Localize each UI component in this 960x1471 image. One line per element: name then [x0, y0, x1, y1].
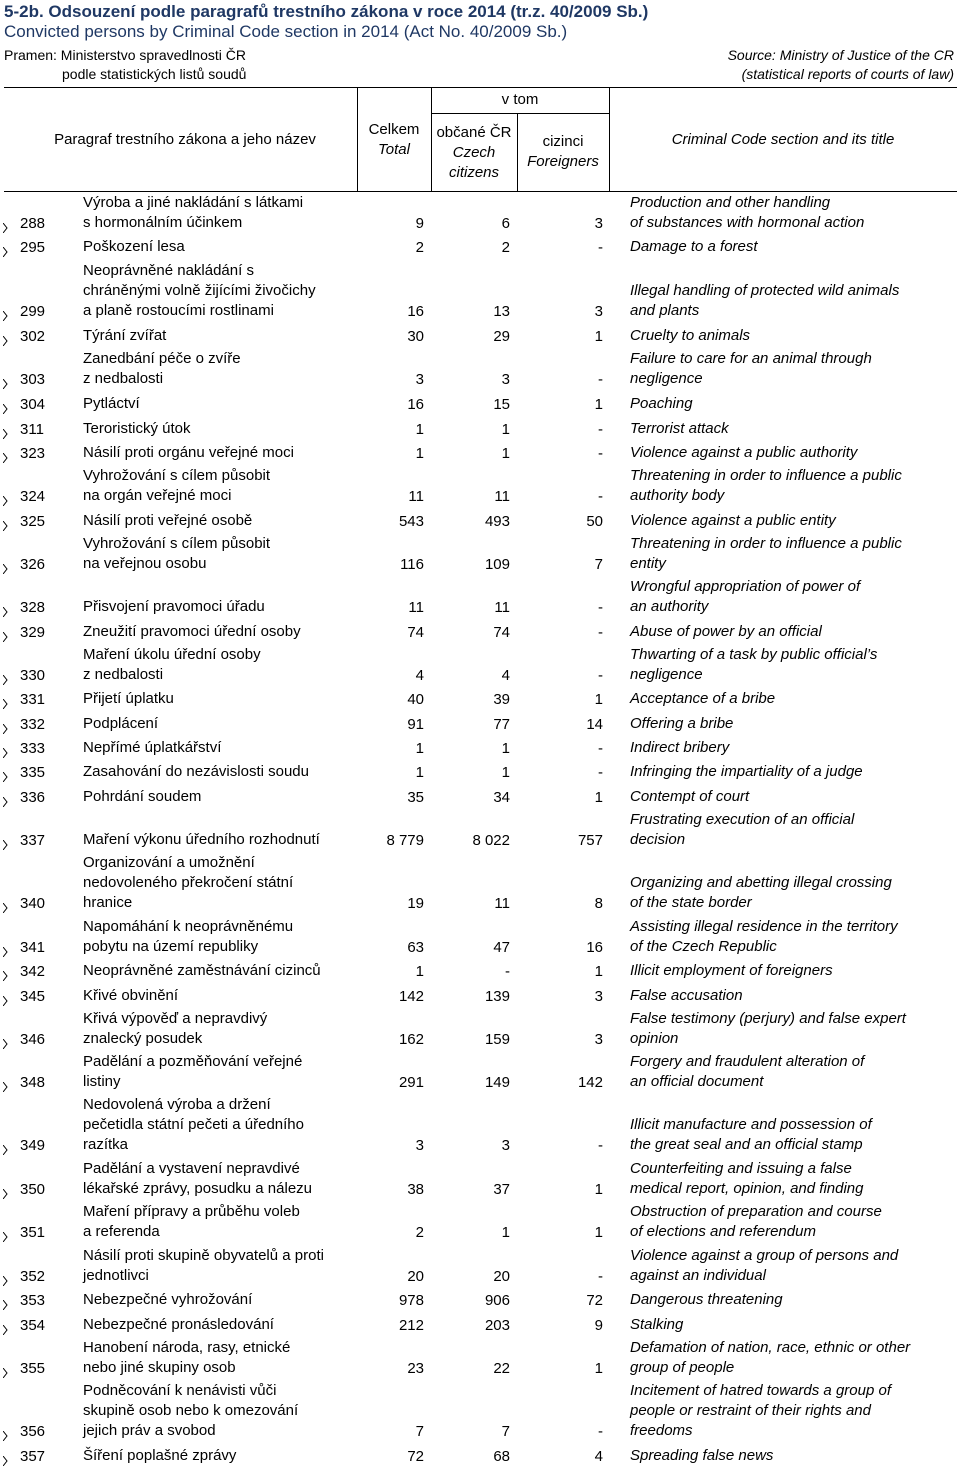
value-total: 91: [407, 716, 424, 733]
value-foreigners: -: [598, 1423, 603, 1440]
section-name-en: Violence against a public entity: [630, 512, 836, 529]
col-header-citizens-en1: Czech: [452, 144, 496, 161]
value-total: 30: [407, 328, 424, 345]
value-citizens: 13: [493, 303, 510, 320]
value-citizens: 37: [493, 1181, 510, 1198]
section-number: 350: [20, 1181, 46, 1198]
section-name-en: Spreading false news: [630, 1447, 774, 1464]
section-name-en: Counterfeiting and issuing a false medical report, opinion, and finding: [630, 1160, 864, 1197]
source-cz-line1: Pramen: Ministerstvo spravedlnosti ČR: [4, 47, 246, 63]
value-foreigners: -: [598, 740, 603, 757]
col-header-of-which: v tom: [501, 91, 539, 108]
section-name-en: Poaching: [630, 395, 693, 412]
section-number: 311: [20, 421, 44, 438]
value-citizens: 6: [501, 215, 510, 232]
section-number: 354: [20, 1317, 46, 1334]
value-citizens: 29: [493, 328, 510, 345]
section-name-cz: Teroristický útok: [83, 420, 191, 437]
section-number: 330: [20, 667, 46, 684]
section-number: 352: [20, 1268, 46, 1285]
value-total: 35: [407, 789, 424, 806]
section-name-en: Abuse of power by an official: [630, 623, 822, 640]
section-name-en: Thwarting of a task by public official’s negligence: [630, 646, 878, 683]
section-name-cz: Neoprávněné nakládání s chráněnými volně žijícími živočichy a planě rostoucími rostlinami: [83, 262, 316, 319]
section-number: 323: [20, 445, 46, 462]
section-number: 355: [20, 1360, 46, 1377]
value-foreigners: 1: [594, 328, 603, 345]
value-foreigners: 1: [594, 396, 603, 413]
section-number: 303: [20, 371, 46, 388]
value-citizens: 1: [501, 421, 510, 438]
section-name-cz: Padělání a pozměňování veřejné listiny: [83, 1053, 303, 1090]
value-foreigners: -: [598, 239, 603, 256]
value-total: 40: [407, 691, 424, 708]
section-number: 336: [20, 789, 46, 806]
section-name-cz: Nebezpečné vyhrožování: [83, 1291, 253, 1308]
value-foreigners: -: [598, 624, 603, 641]
value-total: 1: [415, 963, 424, 980]
value-foreigners: 757: [577, 832, 603, 849]
section-number: 288: [20, 215, 46, 232]
value-total: 2: [415, 1224, 424, 1241]
value-citizens: -: [505, 963, 510, 980]
section-number: 328: [20, 599, 46, 616]
section-name-en: Offering a bribe: [630, 715, 734, 732]
value-total: 291: [398, 1074, 424, 1091]
value-foreigners: 7: [594, 556, 603, 573]
value-total: 162: [398, 1031, 424, 1048]
section-name-cz: Nepřímé úplatkářství: [83, 739, 222, 756]
value-citizens: 15: [493, 396, 510, 413]
value-total: 116: [400, 556, 424, 573]
value-total: 2: [415, 239, 424, 256]
section-number: 348: [20, 1074, 46, 1091]
section-name-cz: Násilí proti orgánu veřejné moci: [83, 444, 294, 461]
value-citizens: 139: [484, 988, 510, 1005]
source-cz-line2: podle statistických listů soudů: [62, 66, 247, 82]
section-name-en: Acceptance of a bribe: [630, 690, 776, 707]
section-name-cz: Zneužití pravomoci úřední osoby: [83, 623, 301, 640]
section-name-en: Terrorist attack: [630, 420, 729, 437]
page-title: 5-2b. Odsouzení podle paragrafů trestního zákona v roce 2014 (tr.z. 40/2009 Sb.): [4, 2, 649, 21]
value-total: 3: [415, 371, 424, 388]
section-name-en: Infringing the impartiality of a judge: [630, 763, 863, 780]
section-name-en: Cruelty to animals: [630, 327, 751, 344]
section-name-cz: Přisvojení pravomoci úřadu: [83, 598, 265, 615]
section-name-cz: Křivá výpověď a nepravdivý znalecký posudek: [83, 1010, 268, 1047]
value-foreigners: -: [598, 1137, 603, 1154]
value-citizens: 8 022: [472, 832, 510, 849]
section-name-en: Organizing and abetting illegal crossing of the state border: [630, 874, 892, 911]
section-number: 325: [20, 513, 46, 530]
value-total: 7: [415, 1423, 424, 1440]
section-name-en: Illicit employment of foreigners: [630, 962, 833, 979]
section-name-cz: Napomáhání k neoprávněnému pobytu na území republiky: [83, 918, 294, 955]
value-foreigners: 9: [594, 1317, 603, 1334]
value-total: 142: [398, 988, 424, 1005]
section-name-en: Failure to care for an animal through negligence: [630, 350, 872, 387]
section-name-en: Dangerous threatening: [630, 1291, 783, 1308]
value-citizens: 4: [501, 667, 510, 684]
section-name-en: Threatening in order to influence a public authority body: [630, 467, 902, 504]
section-number: 351: [20, 1224, 46, 1241]
value-total: 63: [407, 939, 424, 956]
section-number: 346: [20, 1031, 46, 1048]
section-number: 345: [20, 988, 46, 1005]
section-name-en: Stalking: [630, 1316, 684, 1333]
section-name-cz: Výroba a jiné nakládání s látkami s hormonálním účinkem: [83, 194, 304, 231]
value-foreigners: -: [598, 667, 603, 684]
section-name-cz: Zanedbání péče o zvíře z nedbalosti: [83, 350, 241, 387]
value-citizens: 2: [501, 239, 510, 256]
value-total: 23: [407, 1360, 424, 1377]
value-foreigners: 1: [594, 789, 603, 806]
value-citizens: 203: [484, 1317, 510, 1334]
value-foreigners: -: [598, 764, 603, 781]
value-foreigners: 14: [586, 716, 603, 733]
value-total: 978: [398, 1292, 424, 1309]
section-name-en: Frustrating execution of an official decision: [630, 811, 855, 848]
section-number: 299: [20, 303, 46, 320]
section-name-en: Illegal handling of protected wild animals and plants: [630, 282, 900, 319]
section-number: 331: [20, 691, 46, 708]
value-total: 74: [407, 624, 424, 641]
section-name-cz: Podplácení: [83, 715, 159, 732]
section-number: 326: [20, 556, 46, 573]
value-foreigners: 1: [594, 1360, 603, 1377]
section-number: 333: [20, 740, 46, 757]
section-number: 356: [20, 1423, 46, 1440]
value-citizens: 1: [501, 764, 510, 781]
section-number: 340: [20, 895, 46, 912]
section-name-cz: Vyhrožování s cílem působit na orgán veřejné moci: [83, 467, 271, 504]
section-name-cz: Pytláctví: [83, 395, 140, 412]
value-citizens: 47: [493, 939, 510, 956]
section-number: 302: [20, 328, 46, 345]
section-name-cz: Týrání zvířat: [83, 327, 167, 344]
value-total: 16: [407, 396, 424, 413]
col-header-section-cz: Paragraf trestního zákona a jeho název: [54, 131, 316, 148]
section-name-en: Violence against a group of persons and against an individual: [630, 1247, 899, 1284]
value-foreigners: 3: [594, 988, 603, 1005]
value-citizens: 149: [484, 1074, 510, 1091]
section-number: 337: [20, 832, 46, 849]
value-citizens: 11: [494, 599, 510, 616]
value-foreigners: 1: [594, 963, 603, 980]
value-total: 9: [415, 215, 424, 232]
section-name-cz: Podněcování k nenávisti vůči skupině osob nebo k omezování jejich práv a svobod: [83, 1382, 299, 1439]
value-citizens: 1: [501, 445, 510, 462]
section-number: 332: [20, 716, 46, 733]
value-citizens: 11: [494, 895, 510, 912]
section-number: 335: [20, 764, 46, 781]
value-foreigners: 50: [586, 513, 603, 530]
source-en-line2: (statistical reports of courts of law): [741, 66, 954, 82]
col-header-foreigners-cz: cizinci: [542, 133, 584, 150]
value-foreigners: -: [598, 421, 603, 438]
section-name-en: Contempt of court: [630, 788, 750, 805]
section-name-en: Illicit manufacture and possession of the great seal and an official stamp: [630, 1116, 872, 1153]
value-total: 543: [398, 513, 424, 530]
section-name-cz: Maření přípravy a průběhu voleb a referenda: [83, 1203, 300, 1240]
section-name-cz: Nebezpečné pronásledování: [83, 1316, 274, 1333]
section-name-cz: Pohrdání soudem: [83, 788, 202, 805]
value-foreigners: 1: [594, 1181, 603, 1198]
value-total: 212: [398, 1317, 424, 1334]
value-foreigners: 3: [594, 1031, 603, 1048]
value-foreigners: 3: [594, 215, 603, 232]
value-total: 1: [415, 445, 424, 462]
section-name-cz: Neoprávněné zaměstnávání cizinců: [83, 962, 321, 979]
section-number: 324: [20, 488, 46, 505]
value-total: 3: [415, 1137, 424, 1154]
section-name-en: Damage to a forest: [630, 238, 758, 255]
value-foreigners: 3: [594, 303, 603, 320]
value-citizens: 493: [484, 513, 510, 530]
section-name-en: Threatening in order to influence a public entity: [630, 535, 902, 572]
value-citizens: 3: [501, 1137, 510, 1154]
section-name-cz: Křivé obvinění: [83, 987, 179, 1004]
row-marker-icon: [3, 1453, 11, 1463]
section-name-cz: Násilí proti skupině obyvatelů a proti jednotlivci: [83, 1247, 324, 1284]
section-name-cz: Násilí proti veřejné osobě: [83, 512, 253, 529]
value-total: 19: [407, 895, 424, 912]
value-citizens: 159: [484, 1031, 510, 1048]
section-name-en: Violence against a public authority: [630, 444, 858, 461]
section-number: 342: [20, 963, 46, 980]
section-name-en: Wrongful appropriation of power of an authority: [630, 578, 861, 615]
col-header-section-en: Criminal Code section and its title: [671, 131, 895, 148]
section-name-en: Obstruction of preparation and course of elections and referendum: [630, 1203, 882, 1240]
section-name-cz: Maření úkolu úřední osoby z nedbalosti: [83, 646, 261, 683]
value-foreigners: -: [598, 488, 603, 505]
value-citizens: 39: [493, 691, 510, 708]
value-citizens: 74: [493, 624, 510, 641]
value-foreigners: 16: [586, 939, 603, 956]
section-name-cz: Nedovolená výroba a držení pečetidla státní pečeti a úředního razítka: [83, 1096, 304, 1153]
value-citizens: 1: [501, 1224, 510, 1241]
value-citizens: 20: [493, 1268, 510, 1285]
section-number: 341: [20, 939, 46, 956]
section-name-en: Forgery and fraudulent alteration of an official document: [630, 1053, 865, 1090]
section-name-en: Production and other handling of substances with hormonal action: [630, 194, 865, 231]
section-name-en: Defamation of nation, race, ethnic or other group of people: [630, 1339, 911, 1376]
value-citizens: 22: [493, 1360, 510, 1377]
section-number: 304: [20, 396, 46, 413]
section-number: 353: [20, 1292, 46, 1309]
value-total: 11: [408, 488, 424, 505]
section-number: 349: [20, 1137, 46, 1154]
value-foreigners: -: [598, 1268, 603, 1285]
col-header-citizens-en2: citizens: [448, 164, 500, 181]
value-foreigners: 1: [594, 691, 603, 708]
col-header-foreigners-en: Foreigners: [527, 153, 599, 170]
value-citizens: 68: [493, 1448, 510, 1465]
value-foreigners: -: [598, 371, 603, 388]
value-total: 11: [408, 599, 424, 616]
page-subtitle: Convicted persons by Criminal Code section in 2014 (Act No. 40/2009 Sb.): [4, 22, 568, 41]
value-citizens: 11: [494, 488, 510, 505]
section-name-en: Incitement of hatred towards a group of people or restraint of their rights and freedoms: [630, 1382, 891, 1439]
value-total: 16: [407, 303, 424, 320]
value-foreigners: -: [598, 599, 603, 616]
value-total: 20: [407, 1268, 424, 1285]
section-name-cz: Vyhrožování s cílem působit na veřejnou osobu: [83, 535, 271, 572]
section-name-cz: Maření výkonu úředního rozhodnutí: [83, 831, 320, 848]
section-name-en: False testimony (perjury) and false expert opinion: [630, 1010, 906, 1047]
section-number: 295: [20, 239, 46, 256]
value-citizens: 7: [501, 1423, 510, 1440]
source-en-line1: Source: Ministry of Justice of the CR: [727, 47, 954, 63]
value-foreigners: 142: [577, 1074, 603, 1091]
value-foreigners: 72: [586, 1292, 603, 1309]
section-name-cz: Hanobení národa, rasy, etnické nebo jiné skupiny osob: [83, 1339, 291, 1376]
col-header-total-en: Total: [378, 141, 410, 158]
section-number: 329: [20, 624, 46, 641]
section-name-en: Indirect bribery: [630, 739, 730, 756]
section-name-cz: Organizování a umožnění nedovoleného překročení státní hranice: [83, 854, 294, 911]
value-total: 8 779: [386, 832, 424, 849]
value-citizens: 109: [484, 556, 510, 573]
col-header-citizens-cz: občané ČR: [436, 124, 512, 141]
value-foreigners: -: [598, 445, 603, 462]
section-name-cz: Poškození lesa: [83, 238, 185, 255]
section-name-cz: Přijetí úplatku: [83, 690, 174, 707]
value-total: 72: [407, 1448, 424, 1465]
value-total: 4: [415, 667, 424, 684]
value-foreigners: 1: [594, 1224, 603, 1241]
value-total: 1: [415, 764, 424, 781]
value-total: 38: [407, 1181, 424, 1198]
section-name-cz: Šíření poplašné zprávy: [83, 1447, 237, 1464]
section-name-cz: Padělání a vystavení nepravdivé lékařské zprávy, posudku a nálezu: [83, 1160, 313, 1197]
value-citizens: 34: [493, 789, 510, 806]
section-name-en: Assisting illegal residence in the territory of the Czech Republic: [630, 918, 898, 955]
value-foreigners: 8: [594, 895, 603, 912]
section-name-cz: Zasahování do nezávislosti soudu: [83, 763, 309, 780]
value-total: 1: [415, 421, 424, 438]
col-header-total-cz: Celkem: [368, 121, 420, 138]
value-citizens: 77: [493, 716, 510, 733]
section-number: 357: [20, 1448, 46, 1465]
value-citizens: 906: [484, 1292, 510, 1309]
section-name-en: False accusation: [630, 987, 743, 1004]
value-citizens: 3: [501, 371, 510, 388]
value-foreigners: 4: [594, 1448, 603, 1465]
value-citizens: 1: [501, 740, 510, 757]
value-total: 1: [415, 740, 424, 757]
